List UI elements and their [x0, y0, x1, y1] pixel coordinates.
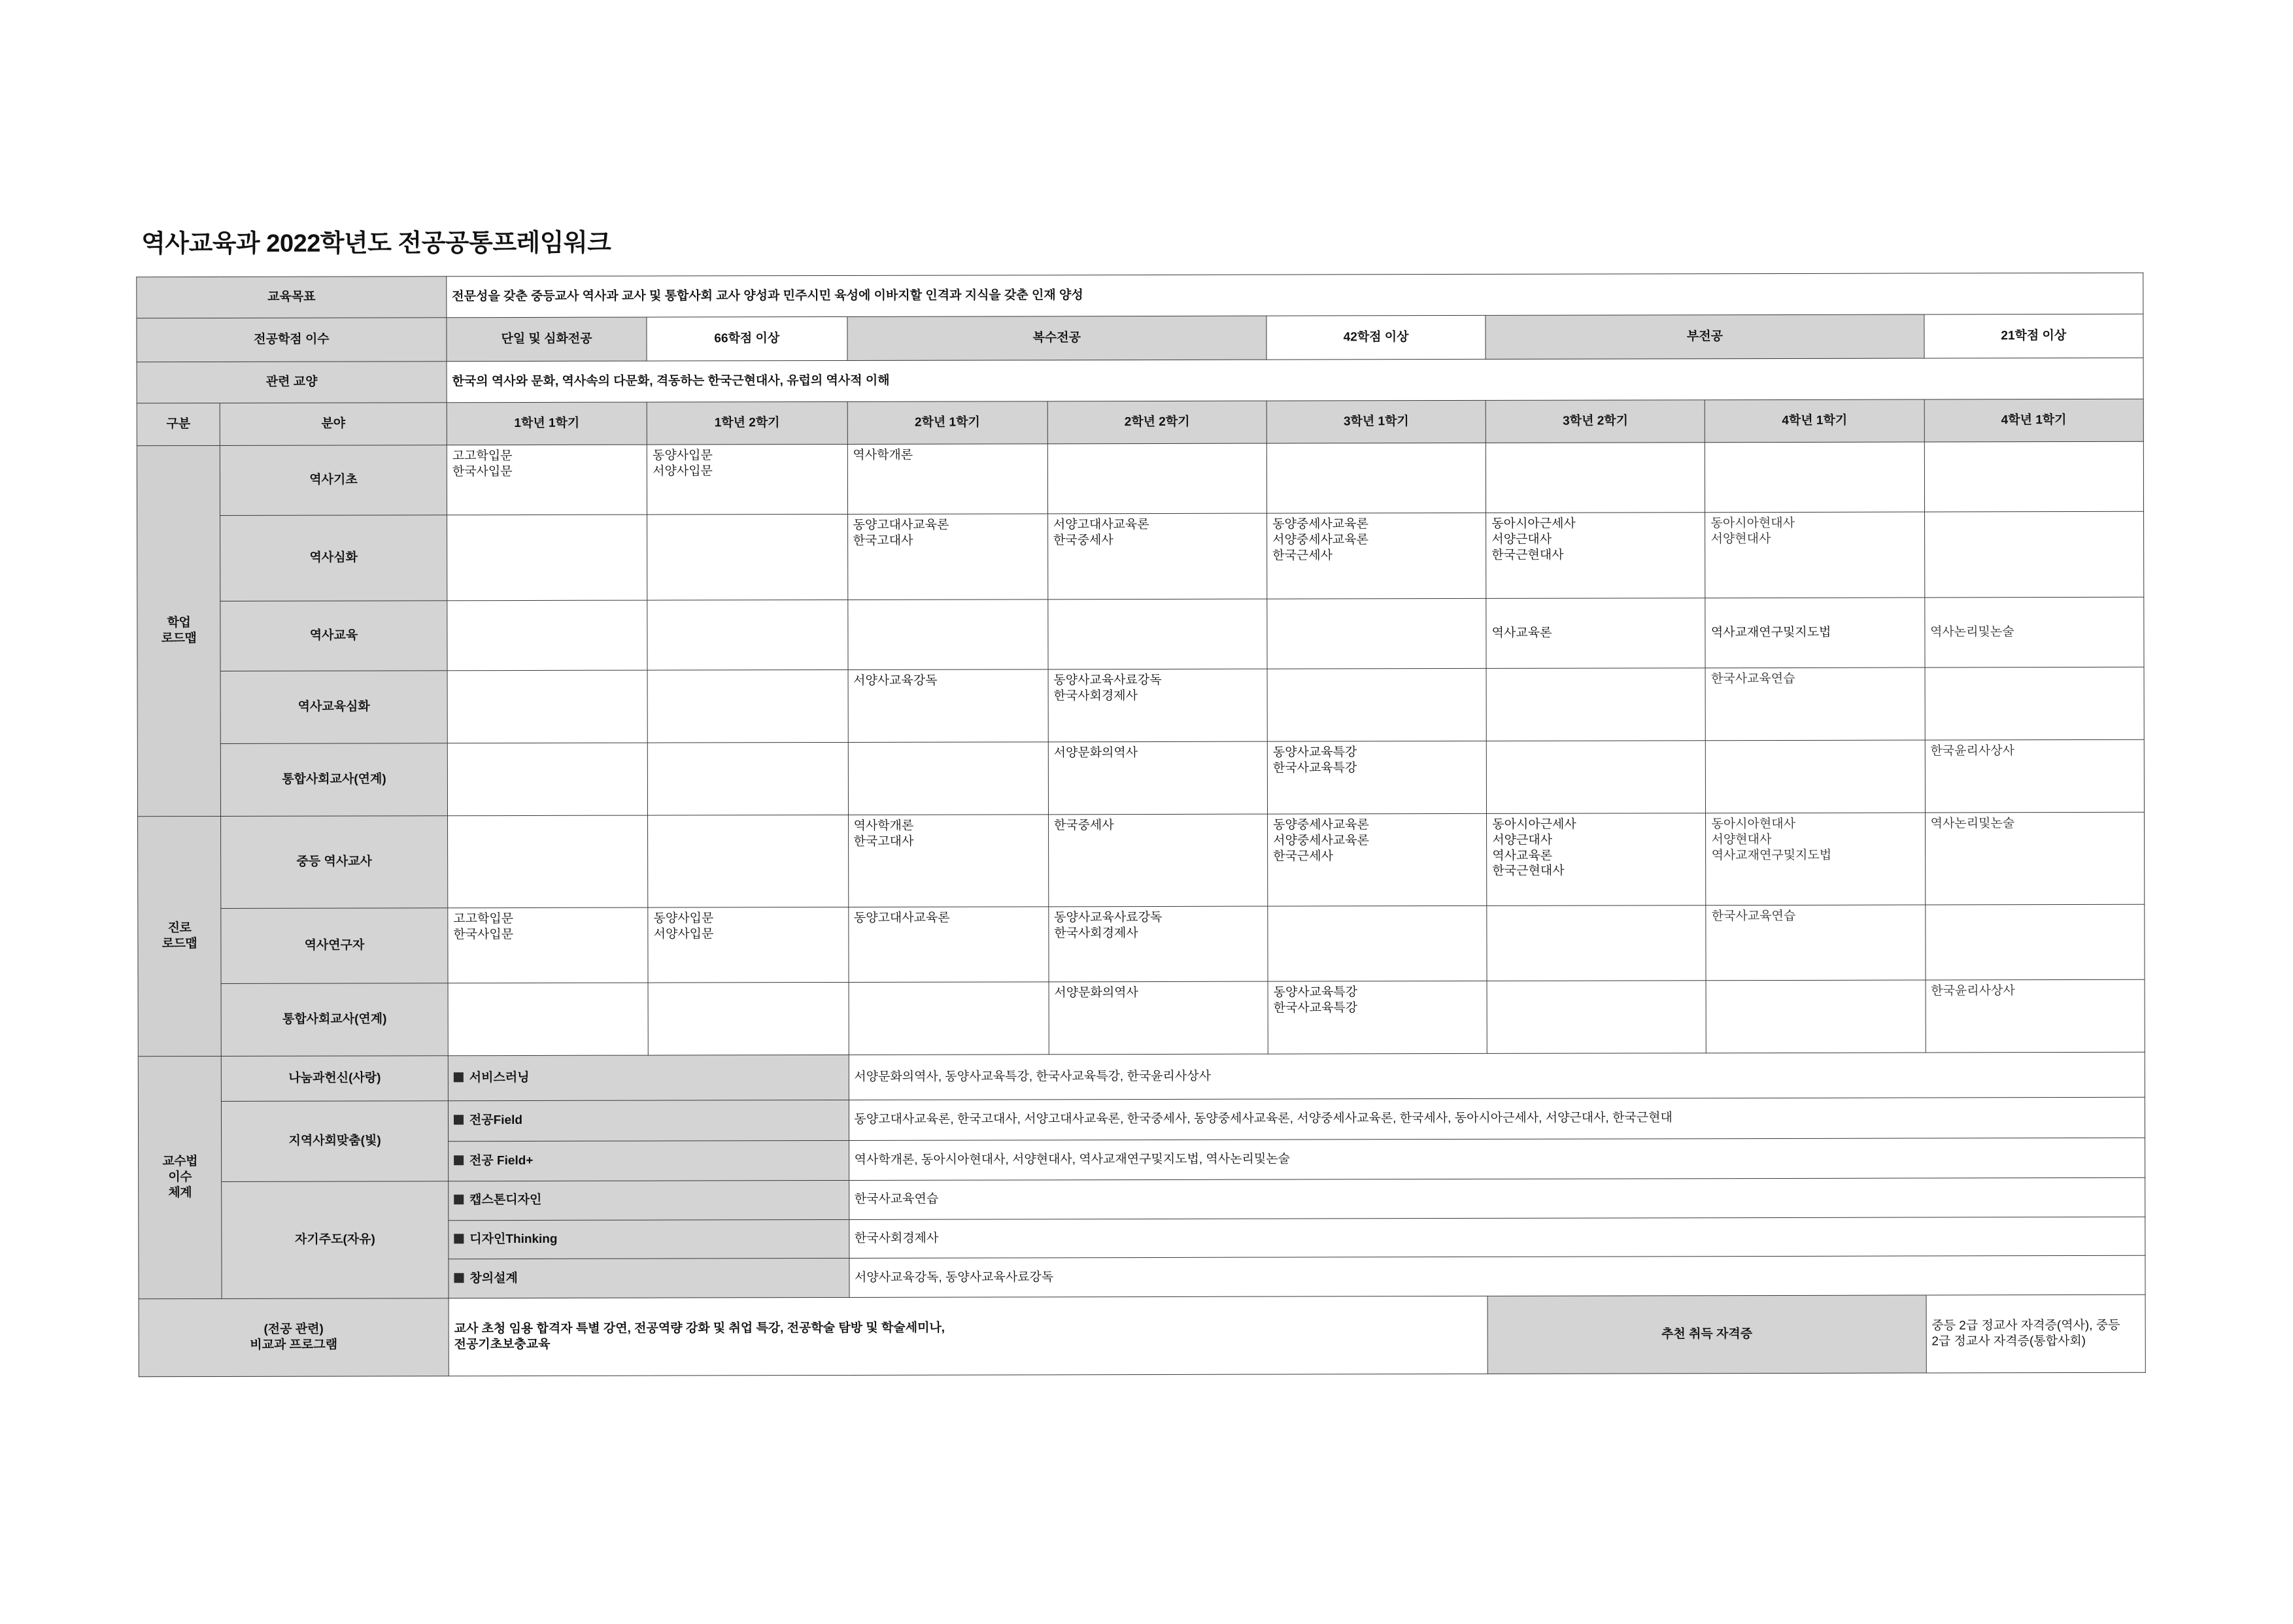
- method-label-major-field-plus: [448, 1140, 849, 1181]
- goal-label: 교육목표: [137, 277, 447, 318]
- course-cell: [1486, 443, 1705, 513]
- page-title: 역사교육과 2022학년도 전공공통프레임워크: [141, 229, 611, 258]
- field-label-integrated-social-2: 통합사회교사(연계): [221, 983, 448, 1057]
- method-text: 전공 Field+: [469, 1153, 534, 1168]
- table-row: [137, 739, 2144, 816]
- table-row-footer: [139, 1294, 2145, 1376]
- method-courses-creative-design: 서양사교육강독, 동양사교육사료강독: [849, 1256, 2145, 1298]
- course-cell: 동양사입문 서양사입문: [647, 444, 848, 515]
- credit-value-single: 66학점 이상: [647, 316, 847, 361]
- goal-text: 전문성을 갖춘 중등교사 역사과 교사 및 통합사회 교사 양성과 민주시민 육성에 이바지할 인격과 지식을 갖춘 인재 양성: [447, 273, 2143, 317]
- course-cell: [1924, 511, 2144, 598]
- course-cell: [847, 600, 1048, 670]
- method-label-creative-design: [449, 1259, 849, 1298]
- course-cell: 서양고대사교육론 한국중세사: [1047, 513, 1266, 600]
- table-row: [137, 511, 2144, 601]
- table-row: [139, 1177, 2145, 1221]
- group-label-academic: 학업 로드맵: [137, 445, 220, 816]
- bullet-square-icon: [454, 1072, 464, 1082]
- bullet-square-icon: [454, 1195, 464, 1205]
- field-label-self-directed: 자기주도(자유): [222, 1181, 449, 1299]
- term-header-8: 4학년 1학기: [1924, 399, 2144, 442]
- bullet-square-icon: [454, 1155, 464, 1165]
- credit-type-single: 단일 및 심화전공: [447, 317, 647, 362]
- course-cell: 한국중세사: [1048, 814, 1267, 907]
- field-label-community-custom: 지역사회맞춤(빛): [222, 1101, 449, 1182]
- course-cell: [1925, 904, 2145, 980]
- course-cell: 동양사교육사료강독 한국사회경제사: [1048, 669, 1267, 742]
- course-cell: 동아시아근세사 서양근대사 한국근현대사: [1486, 513, 1705, 599]
- course-cell: [1266, 443, 1486, 513]
- method-courses-capstone-design: 한국사교육연습: [849, 1177, 2145, 1219]
- liberal-label: 관련 교양: [137, 362, 447, 403]
- field-label-history-education-advanced: 역사교육심화: [220, 671, 447, 744]
- table-row: [137, 667, 2144, 743]
- course-cell: 동아시아근세사 서양근대사 역사교육론 한국근현대사: [1487, 813, 1706, 906]
- col-division-header: 구분: [137, 403, 220, 445]
- credit-value-minor: 21학점 이상: [1924, 314, 2144, 358]
- method-text: 창의설계: [469, 1271, 518, 1285]
- course-cell: [1924, 441, 2144, 512]
- table-row: [137, 441, 2143, 515]
- table-row-liberal: [137, 358, 2143, 403]
- course-cell: 동양사교육특강 한국사교육특강: [1268, 981, 1487, 1054]
- course-cell: [1487, 905, 1706, 981]
- course-cell: 동양사교육사료강독 한국사회경제사: [1049, 906, 1268, 982]
- field-label-secondary-teacher: 중등 역사교사: [221, 816, 448, 909]
- course-cell: [447, 600, 648, 671]
- method-courses-major-field-plus: 역사학개론, 동아시아현대사, 서양현대사, 역사교재연구및지도법, 역사논리및논술: [849, 1138, 2145, 1181]
- method-text: 캡스톤디자인: [469, 1193, 542, 1208]
- credit-type-double: 복수전공: [847, 316, 1266, 360]
- field-label-researcher: 역사연구자: [221, 908, 448, 984]
- course-cell: 한국사교육연습: [1705, 668, 1924, 741]
- course-cell: [1267, 598, 1486, 669]
- course-cell: 동양고대사교육론 한국고대사: [847, 514, 1048, 600]
- course-cell: 역사교재연구및지도법: [1705, 598, 1924, 668]
- course-cell: 한국윤리사상사: [1925, 739, 2145, 813]
- course-cell: [647, 669, 848, 743]
- field-label-integrated-social-1: 통합사회교사(연계): [220, 743, 447, 817]
- course-cell: [447, 515, 647, 601]
- credits-label: 전공학점 이수: [137, 318, 447, 362]
- liberal-text: 한국의 역사와 문화, 역사속의 다문화, 격동하는 한국근현대사, 유럽의 역사적 이해: [447, 358, 2143, 402]
- method-courses-design-thinking: 한국사회경제사: [849, 1217, 2145, 1259]
- method-label-design-thinking: [449, 1219, 849, 1259]
- extracurricular-label: (전공 관련) 비교과 프로그램: [139, 1298, 449, 1377]
- field-label-history-education: 역사교육: [220, 601, 447, 671]
- course-cell: 동양고대사교육론: [848, 907, 1049, 983]
- table-row-term-header: [137, 399, 2143, 445]
- course-cell: [848, 742, 1049, 815]
- method-label-major-field: [448, 1100, 849, 1141]
- course-cell: 서양사교육강독: [848, 669, 1049, 743]
- course-cell: [1268, 905, 1487, 981]
- course-cell: [849, 982, 1049, 1055]
- table-row: [138, 979, 2145, 1056]
- method-courses-service-learning: 서양문화의역사, 동양사교육특강, 한국사교육특강, 한국윤리사상사: [849, 1052, 2145, 1100]
- table-row-credits: [137, 314, 2143, 362]
- course-cell: 동아시아현대사 서양현대사: [1705, 512, 1924, 598]
- term-header-3: 2학년 1학기: [847, 401, 1047, 445]
- credit-type-minor: 부전공: [1486, 314, 1924, 359]
- field-label-history-basic: 역사기초: [220, 445, 447, 516]
- course-cell: [647, 742, 848, 815]
- field-label-history-advanced: 역사심화: [220, 515, 447, 601]
- table-row: [138, 1097, 2145, 1142]
- course-cell: [1267, 668, 1486, 741]
- course-cell: [648, 982, 849, 1055]
- course-cell: [647, 514, 848, 600]
- term-header-5: 3학년 1학기: [1266, 400, 1486, 443]
- course-cell: [1705, 442, 1924, 513]
- method-text: 전공Field: [469, 1113, 522, 1128]
- term-header-1: 1학년 1학기: [447, 402, 647, 445]
- course-cell: 고고학입문 한국사입문: [448, 907, 649, 983]
- framework-table: [136, 273, 2146, 1377]
- course-cell: [447, 670, 648, 743]
- table-row: [138, 1052, 2145, 1101]
- course-cell: 역사학개론: [847, 444, 1048, 515]
- course-cell: [647, 600, 848, 670]
- course-cell: [1706, 980, 1925, 1053]
- course-cell: 고고학입문 한국사입문: [447, 445, 647, 515]
- bullet-square-icon: [454, 1234, 464, 1243]
- course-cell: 동양중세사교육론 서양중세사교육론 한국근세사: [1267, 513, 1486, 599]
- course-cell: 역사논리및논술: [1924, 597, 2144, 668]
- course-cell: 한국사교육연습: [1706, 905, 1925, 981]
- course-cell: [1487, 981, 1706, 1054]
- course-cell: [1706, 740, 1925, 813]
- bullet-square-icon: [454, 1115, 464, 1125]
- credit-value-double: 42학점 이상: [1266, 315, 1486, 360]
- course-cell: 한국윤리사상사: [1926, 979, 2145, 1053]
- course-cell: 서양문화의역사: [1048, 741, 1267, 815]
- col-field-header: 분야: [220, 403, 447, 446]
- table-row-goal: [137, 273, 2143, 318]
- course-cell: 동양사입문 서양사입문: [648, 907, 849, 983]
- table-row: [138, 812, 2145, 908]
- bullet-square-icon: [454, 1273, 464, 1283]
- certificate-label: 추천 취득 자격증: [1487, 1295, 1926, 1374]
- method-label-service-learning: [448, 1055, 849, 1100]
- course-cell: 역사학개론 한국고대사: [848, 815, 1049, 907]
- group-label-teaching-method: 교수법 이수 체계: [138, 1056, 222, 1298]
- term-header-6: 3학년 2학기: [1486, 400, 1705, 443]
- course-cell: 동아시아현대사 서양현대사 역사교재연구및지도법: [1706, 813, 1925, 905]
- extracurricular-text: 교사 초청 임용 합격자 특별 강연, 전공역량 강화 및 취업 특강, 전공학술 탐방 및 학술세미나, 전공기초보충교육: [449, 1296, 1488, 1376]
- term-header-4: 2학년 2학기: [1047, 401, 1266, 444]
- method-courses-major-field: 동양고대사교육론, 한국고대사, 서양고대사교육론, 한국중세사, 동양중세사교육론, 서양중세사교육론, 한국세사, 동아시아근세사, 서양근대사, 한국근현대: [849, 1097, 2145, 1140]
- course-cell: [447, 815, 648, 908]
- course-cell: [1486, 668, 1705, 741]
- method-text: 디자인Thinking: [469, 1232, 558, 1247]
- certificate-text: 중등 2급 정교사 자격증(역사), 중등 2급 정교사 자격증(통합사회): [1926, 1294, 2146, 1373]
- course-cell: [1486, 741, 1705, 814]
- table-row: [137, 597, 2144, 671]
- field-label-sharing-devotion: 나눔과헌신(사랑): [221, 1056, 448, 1102]
- method-label-capstone-design: [449, 1180, 849, 1220]
- group-label-career: 진로 로드맵: [138, 816, 222, 1056]
- course-cell: 동양사교육특강 한국사교육특강: [1267, 741, 1486, 814]
- course-cell: 역사교육론: [1486, 598, 1705, 669]
- term-header-7: 4학년 1학기: [1705, 399, 1924, 443]
- course-cell: [447, 743, 648, 816]
- course-cell: 역사논리및논술: [1925, 812, 2145, 905]
- table-row: [138, 904, 2145, 983]
- course-cell: [1047, 443, 1266, 514]
- course-cell: 서양문화의역사: [1049, 981, 1268, 1055]
- course-cell: [1048, 599, 1267, 669]
- course-cell: 동양중세사교육론 서양중세사교육론 한국근세사: [1268, 813, 1487, 906]
- course-cell: [1925, 667, 2145, 740]
- method-text: 서비스러닝: [469, 1071, 530, 1085]
- term-header-2: 1학년 2학기: [647, 401, 847, 445]
- course-cell: [648, 815, 849, 907]
- course-cell: [448, 983, 649, 1056]
